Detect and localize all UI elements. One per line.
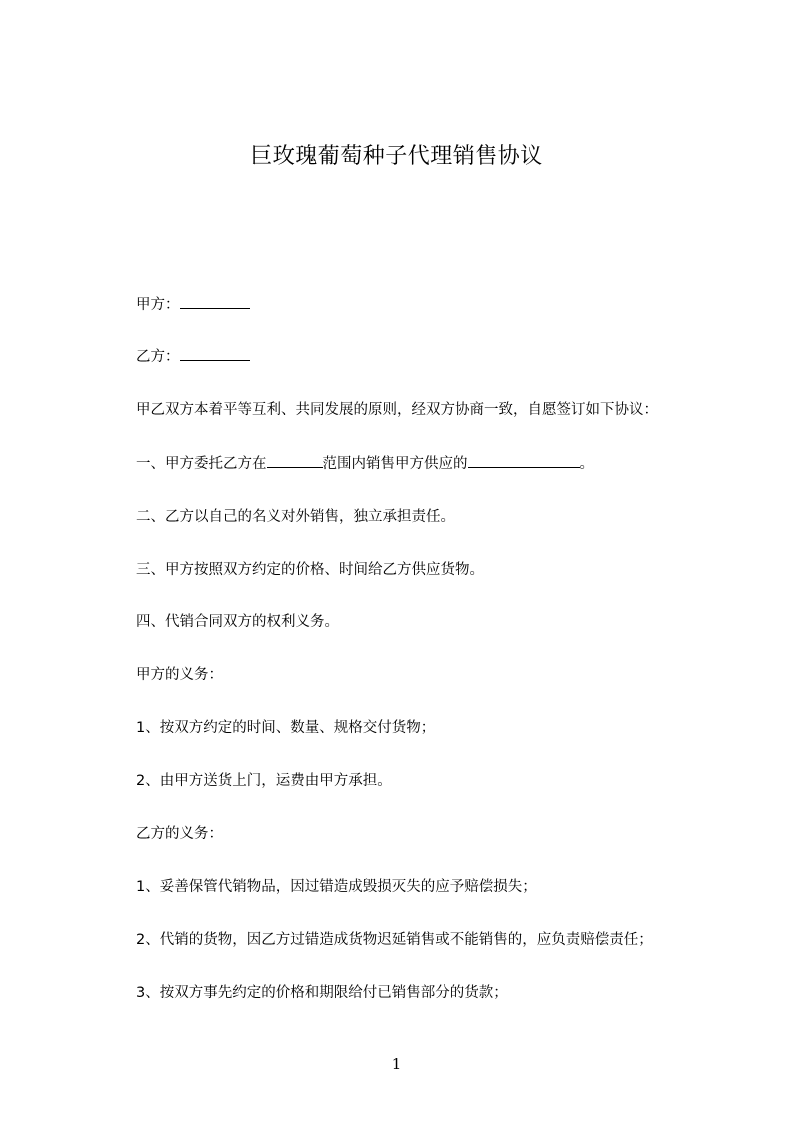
party-a-duty-1: 1、按双方约定的时间、数量、规格交付货物；: [136, 720, 436, 736]
page-number: 1: [391, 1055, 402, 1073]
clause-1: [136, 453, 594, 474]
intro-paragraph: 甲乙双方本着平等互利、共同发展的原则，经双方协商一致，自愿签订如下协议：: [136, 402, 658, 418]
party-a-label: 甲方：: [136, 297, 180, 313]
party-a-line: [136, 294, 250, 315]
party-b-label: 乙方：: [136, 349, 180, 365]
clause-1-prefix: 一、甲方委托乙方在: [136, 456, 267, 472]
document-title: 巨玫瑰葡萄种子代理销售协议: [250, 144, 543, 169]
party-b-line: [136, 346, 250, 367]
clause-1-region-blank: [267, 453, 323, 468]
party-b-duty-3: 3、按双方事先约定的价格和期限给付已销售部分的货款；: [136, 985, 508, 1001]
clause-4: 四、代销合同双方的权利义务。: [136, 614, 339, 630]
party-a-blank: [180, 294, 250, 309]
clause-1-suffix: 。: [579, 456, 594, 472]
clause-3: 三、甲方按照双方约定的价格、时间给乙方供应货物。: [136, 562, 484, 578]
party-b-duties-heading: 乙方的义务：: [136, 826, 223, 842]
clause-1-product-blank: [468, 453, 580, 468]
party-b-duty-1: 1、妥善保管代销物品，因过错造成毁损灭失的应予赔偿损失；: [136, 879, 537, 895]
clause-1-middle: 范围内销售甲方供应的: [322, 456, 468, 472]
party-a-duties-heading: 甲方的义务：: [136, 667, 223, 683]
clause-2: 二、乙方以自己的名义对外销售，独立承担责任。: [136, 509, 455, 525]
party-b-duty-2: 2、代销的货物，因乙方过错造成货物迟延销售或不能销售的，应负责赔偿责任；: [136, 932, 653, 948]
party-b-blank: [180, 346, 250, 361]
party-a-duty-2: 2、由甲方送货上门，运费由甲方承担。: [136, 773, 392, 789]
